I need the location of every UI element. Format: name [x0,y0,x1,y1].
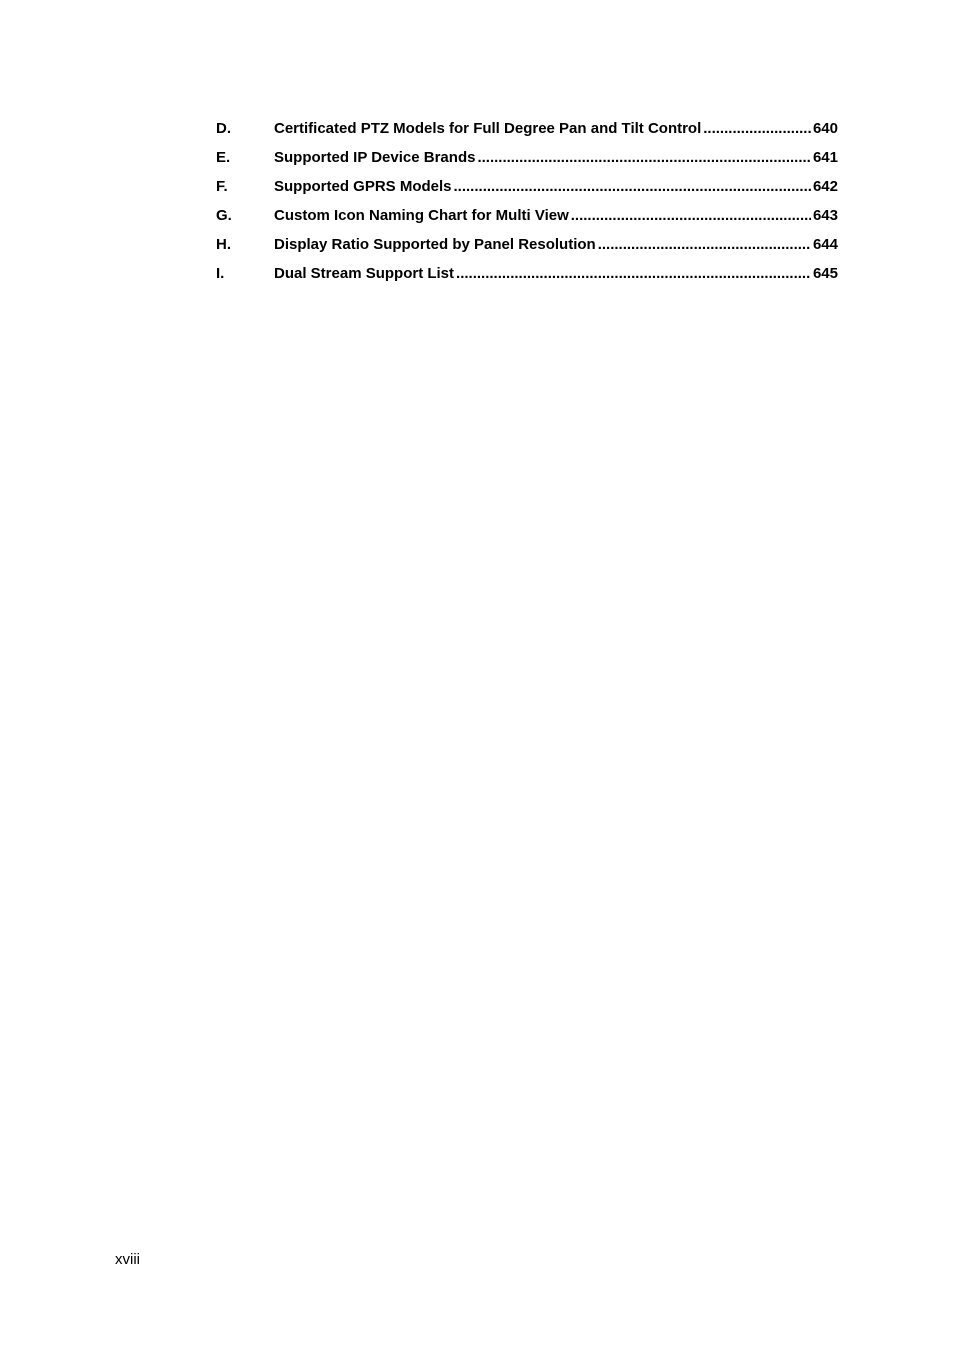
toc-entry-title[interactable]: Dual Stream Support List [274,265,455,282]
page-number: xviii [115,1251,140,1268]
toc-entry-letter: I. [216,265,225,282]
toc-entry-title[interactable]: Custom Icon Naming Chart for Multi View [274,207,569,224]
toc-entry-page[interactable]: 644 [812,236,838,253]
table-of-contents [216,118,838,292]
toc-entry-d[interactable] [216,118,838,147]
toc-entry-title[interactable]: Certificated PTZ Models for Full Degree Pan and Tilt Control [274,120,702,137]
toc-entry-letter: D. [216,120,231,137]
toc-entry-e[interactable] [216,147,838,176]
toc-entry-page[interactable]: 643 [812,207,838,224]
toc-entry-letter: H. [216,236,231,253]
toc-entry-page[interactable]: 645 [812,265,838,282]
toc-entry-title[interactable]: Supported IP Device Brands [274,149,476,166]
toc-entry-page[interactable]: 641 [812,149,838,166]
toc-entry-letter: E. [216,149,231,166]
toc-entry-title[interactable]: Supported GPRS Models [274,178,452,195]
dot-leader [598,234,811,256]
toc-entry-h[interactable] [216,234,838,263]
toc-entry-letter: F. [216,178,228,195]
toc-entry-page[interactable]: 640 [812,120,838,137]
toc-entry-i[interactable] [216,263,838,292]
toc-entry-g[interactable] [216,205,838,234]
dot-leader [456,263,811,285]
toc-entry-letter: G. [216,207,232,224]
toc-entry-title[interactable]: Display Ratio Supported by Panel Resolution [274,236,596,253]
toc-entry-f[interactable] [216,176,838,205]
dot-leader [571,205,811,227]
dot-leader [454,176,811,198]
toc-entry-page[interactable]: 642 [812,178,838,195]
dot-leader [477,147,811,169]
dot-leader [703,118,811,140]
